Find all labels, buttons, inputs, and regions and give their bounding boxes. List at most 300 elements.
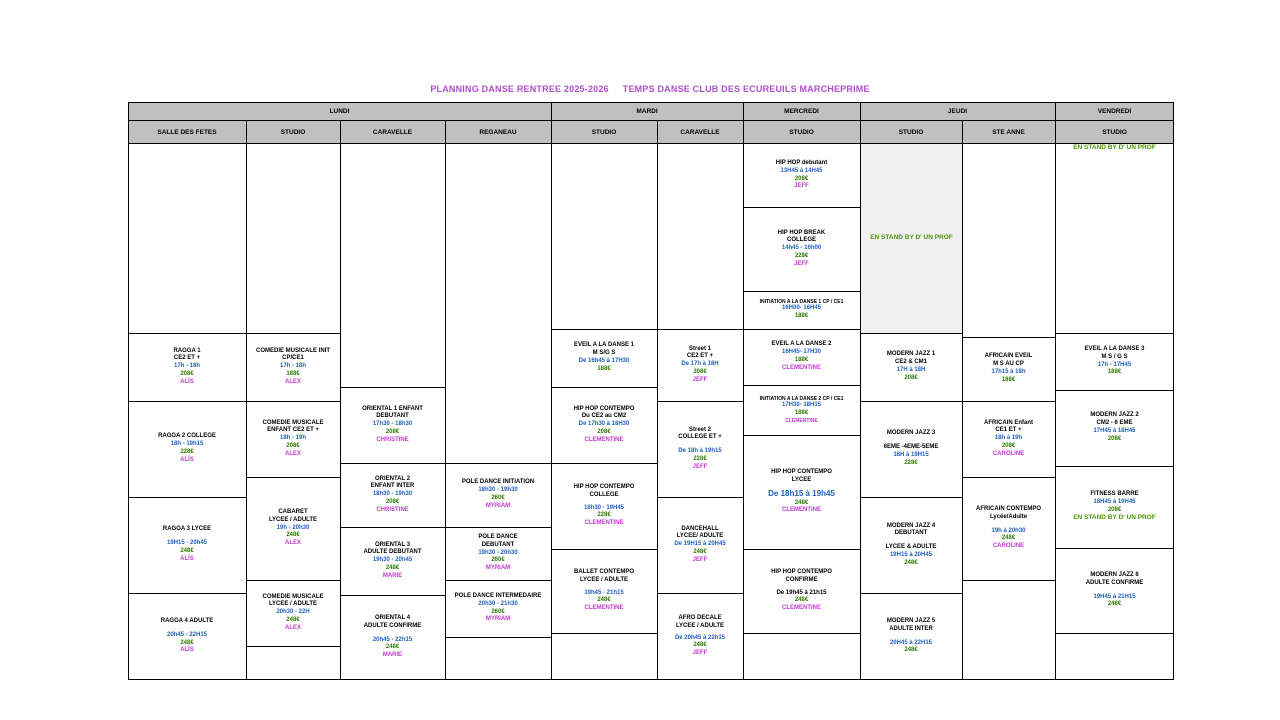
class-level: COLLEGE ET + bbox=[678, 434, 722, 441]
class-title: Street 2 bbox=[688, 426, 711, 433]
class-title: MODERN JAZZ 5 bbox=[886, 617, 936, 624]
class-level: LYCEE / ADULTE bbox=[268, 516, 318, 523]
class-price: 260€ bbox=[491, 608, 505, 615]
grid-line bbox=[551, 387, 657, 388]
class-teacher: ALEX bbox=[284, 450, 301, 457]
class-price: 208€ bbox=[385, 498, 400, 505]
class-price: 248€ bbox=[693, 548, 707, 555]
class-slot bbox=[1055, 466, 1174, 548]
class-level: LYCEE bbox=[791, 476, 812, 483]
class-slot bbox=[246, 401, 340, 477]
class-teacher: ALEX bbox=[284, 378, 301, 385]
class-time: 18h - 19h15 bbox=[170, 441, 204, 448]
class-level: CP/CE1 bbox=[282, 355, 304, 362]
day-header-lundi: LUNDI bbox=[128, 102, 551, 120]
grid-line bbox=[962, 401, 1055, 402]
class-teacher: JEFF bbox=[692, 376, 708, 383]
grid-line bbox=[1055, 466, 1174, 467]
grid-line bbox=[551, 102, 552, 680]
grid-line bbox=[860, 333, 962, 334]
class-slot bbox=[860, 401, 962, 497]
grid-line bbox=[743, 291, 860, 292]
room-header: STUDIO bbox=[246, 121, 340, 143]
class-price: 208€ bbox=[385, 428, 400, 435]
grid-line bbox=[246, 333, 340, 334]
class-title: MODERN JAZZ 2 bbox=[1090, 412, 1139, 419]
class-price: 188€ bbox=[794, 410, 809, 416]
class-slot bbox=[657, 497, 743, 593]
class-level: Lycée/Adulte bbox=[989, 513, 1028, 520]
class-price: 260€ bbox=[491, 557, 505, 564]
grid-line bbox=[1055, 390, 1174, 391]
class-level: ADULTE CONFIRME bbox=[363, 622, 422, 629]
grid-border bbox=[128, 679, 1174, 680]
class-time: 19H15 à 20H45 bbox=[889, 551, 933, 558]
class-time: 17h30 - 18h30 bbox=[372, 421, 413, 428]
class-title: ORIENTAL 1 ENFANT bbox=[362, 405, 423, 412]
class-level: DEBUTANT bbox=[376, 413, 409, 420]
class-level: ENFANT CE2 ET + bbox=[267, 427, 319, 434]
class-slot bbox=[962, 477, 1055, 580]
class-time: 18h30 - 19h30 bbox=[372, 491, 413, 498]
class-title: ORIENTAL 4 bbox=[374, 615, 411, 621]
class-time: 19h à 20h30 bbox=[991, 527, 1026, 534]
standby-note: EN STAND BY D' UN PROF bbox=[870, 234, 953, 242]
schedule-grid bbox=[128, 102, 1174, 680]
class-title: INITIATION A LA DANSE 1 CP / CE1 bbox=[759, 298, 844, 305]
class-price: 188€ bbox=[794, 313, 809, 320]
class-title: AFRICAIN CONTEMPO bbox=[976, 506, 1041, 512]
class-teacher: CLEMENTINE bbox=[584, 436, 624, 443]
grid-line bbox=[445, 580, 551, 581]
class-title: HIP HOP BREAK bbox=[777, 229, 826, 236]
class-price: 208€ bbox=[180, 370, 194, 377]
class-level: CM2 - 6 EME bbox=[1096, 420, 1133, 427]
class-price: 248€ bbox=[180, 639, 194, 646]
class-teacher: MARIE bbox=[382, 652, 403, 659]
class-title: POLE DANCE INTERMEDAIRE bbox=[454, 592, 542, 599]
grid-line bbox=[340, 527, 445, 528]
class-level: ADULTE INTER bbox=[889, 625, 933, 632]
class-level: DEBUTANT bbox=[894, 530, 928, 537]
class-title: AFRO DECALE bbox=[678, 615, 722, 621]
class-time: De 17h30 à 18H30 bbox=[578, 421, 630, 428]
grid-line bbox=[657, 329, 743, 330]
grid-line bbox=[128, 143, 1174, 144]
grid-border bbox=[128, 102, 1174, 103]
grid-line bbox=[551, 549, 657, 550]
grid-line bbox=[445, 463, 551, 464]
grid-line bbox=[551, 463, 657, 464]
class-price: 188€ bbox=[1107, 369, 1122, 376]
grid-line bbox=[445, 637, 551, 638]
class-time: 16H45- 17H30 bbox=[781, 349, 822, 356]
class-slot bbox=[551, 387, 657, 463]
class-time: 17h - 17H45 bbox=[1097, 361, 1132, 368]
class-level: CE1 ET + bbox=[995, 427, 1022, 434]
class-title: RAGGA 1 bbox=[173, 347, 201, 354]
class-title: RAGGA 4 ADULTE bbox=[160, 617, 214, 624]
class-price: 248€ bbox=[794, 499, 809, 506]
page-title bbox=[0, 84, 1280, 94]
class-title: POLE DANCE INITIATION bbox=[461, 479, 535, 486]
class-teacher: ALÏS bbox=[180, 647, 194, 654]
class-title: RAGGA 2 COLLEGE bbox=[158, 433, 216, 440]
class-title: COMEDIE MUSICALE INIT bbox=[255, 347, 330, 354]
grid-line bbox=[246, 477, 340, 478]
class-title: EVEIL A LA DANSE 1 bbox=[574, 342, 634, 349]
class-title: Street 1 bbox=[688, 345, 711, 352]
class-teacher: CLEMENTINE bbox=[782, 507, 821, 514]
class-level: COLLEGE bbox=[589, 491, 619, 498]
class-teacher: JEFF bbox=[794, 183, 809, 190]
class-time: 17h - 18h bbox=[279, 363, 306, 370]
class-slot bbox=[445, 580, 551, 637]
grid-line bbox=[860, 497, 962, 498]
class-level: M S AU CP bbox=[993, 361, 1024, 368]
room-header: STUDIO bbox=[551, 121, 657, 143]
class-time: De 19H15 à 20H45 bbox=[674, 541, 726, 548]
class-title: COMEDIE MUSICALE bbox=[262, 419, 324, 426]
class-level: ENFANT INTER bbox=[370, 483, 415, 490]
class-slot bbox=[743, 144, 860, 207]
class-teacher: CAROLINE bbox=[992, 543, 1025, 550]
grid-line bbox=[860, 401, 962, 402]
room-header: REGANEAU bbox=[445, 121, 551, 143]
grid-line bbox=[246, 580, 340, 581]
class-title: AFRICAIN EVEIL bbox=[984, 353, 1033, 360]
class-title: FITNESS BARRE bbox=[1090, 491, 1139, 498]
class-level: LYCEE / ADULTE bbox=[675, 622, 725, 629]
class-price: 188€ bbox=[597, 365, 611, 372]
grid-line bbox=[743, 329, 860, 330]
class-teacher: ALEX bbox=[284, 624, 301, 631]
class-time: De 17h à 18H bbox=[681, 361, 719, 368]
class-time: 18h30 - 19H45 bbox=[583, 504, 625, 511]
class-slot bbox=[128, 497, 246, 593]
grid-line bbox=[743, 435, 860, 436]
class-title: HIP HOP CONTEMPO bbox=[771, 569, 832, 575]
grid-line bbox=[340, 463, 445, 464]
class-title: CABARET bbox=[278, 509, 308, 515]
title-right: TEMPS DANSE CLUB DES ECUREUILS MARCHEPRIME bbox=[622, 84, 870, 94]
class-price: 248€ bbox=[385, 644, 400, 651]
day-header-vendredi: VENDREDI bbox=[1055, 102, 1174, 120]
class-price: 260€ bbox=[491, 495, 505, 501]
class-slot bbox=[340, 527, 445, 595]
class-price: 208€ bbox=[1107, 506, 1122, 513]
class-level: LYCEE / ADULTE bbox=[268, 601, 318, 608]
room-header: STE ANNE bbox=[962, 121, 1055, 143]
class-slot bbox=[743, 385, 860, 435]
class-time: 20H45 à 22H15 bbox=[889, 639, 933, 646]
class-slot bbox=[860, 333, 962, 401]
class-time: 18H à 19H15 bbox=[893, 452, 929, 458]
class-time: 18h - 19h bbox=[279, 435, 306, 442]
class-slot bbox=[551, 463, 657, 549]
class-time: 17H45 à 18H45 bbox=[1093, 428, 1136, 434]
class-slot bbox=[860, 497, 962, 593]
grid-line bbox=[1055, 333, 1174, 334]
class-price: 208€ bbox=[1001, 442, 1016, 449]
class-time: 17h - 18h bbox=[173, 363, 200, 370]
class-title: COMEDIE MUSICALE bbox=[262, 593, 324, 600]
class-price: 248€ bbox=[597, 597, 611, 604]
grid-line bbox=[128, 333, 246, 334]
class-slot bbox=[1055, 548, 1174, 633]
class-teacher: JEFF bbox=[692, 650, 708, 657]
grid-line bbox=[743, 549, 860, 550]
class-price: 208€ bbox=[1107, 435, 1122, 442]
day-header-mardi: MARDI bbox=[551, 102, 743, 120]
class-price: 248€ bbox=[286, 616, 300, 623]
grid-line bbox=[962, 337, 1055, 338]
class-title: MODERN JAZZ 4 bbox=[886, 522, 936, 529]
class-price: 208€ bbox=[794, 175, 809, 182]
class-title: DANCEHALL bbox=[681, 525, 719, 532]
class-price: 208€ bbox=[597, 428, 611, 435]
grid-line bbox=[657, 593, 743, 594]
day-header-mercredi: MERCREDI bbox=[743, 102, 860, 120]
class-teacher: CHRISTINE bbox=[376, 436, 409, 443]
class-time: 19H45 à 21H15 bbox=[1093, 593, 1136, 600]
class-slot bbox=[743, 435, 860, 549]
room-header: STUDIO bbox=[1055, 121, 1174, 143]
class-teacher: CLEMENTINE bbox=[584, 605, 624, 612]
class-level: COLLEGE bbox=[786, 237, 816, 244]
class-time: 17h15 à 18h bbox=[991, 369, 1026, 375]
class-price: 208€ bbox=[286, 442, 300, 449]
class-price: 208€ bbox=[693, 368, 707, 375]
class-slot bbox=[551, 329, 657, 387]
class-slot bbox=[743, 291, 860, 329]
grid-line bbox=[340, 595, 445, 596]
class-time: 13H45 à 14H45 bbox=[780, 167, 823, 174]
class-time: 18H45 à 19H45 bbox=[1093, 498, 1136, 505]
class-teacher: MARIE bbox=[382, 572, 403, 579]
class-price: 188€ bbox=[1001, 376, 1016, 383]
class-teacher: CLEMENTINE bbox=[782, 364, 821, 371]
class-time: 14h45 - 16h00 bbox=[781, 245, 822, 252]
class-time: 19h - 20h30 bbox=[276, 524, 310, 531]
class-teacher: CHRISTINE bbox=[376, 506, 409, 513]
class-title: HIP HOP CONTEMPO bbox=[573, 484, 635, 490]
class-teacher: CLEMENTINE bbox=[785, 417, 818, 424]
class-level: LYCEE & ADULTE bbox=[885, 544, 937, 551]
class-slot bbox=[128, 593, 246, 680]
class-teacher: MYRIAM bbox=[485, 502, 511, 509]
class-teacher: MYRIAM bbox=[485, 616, 511, 623]
class-slot bbox=[246, 477, 340, 580]
class-teacher: CAROLINE bbox=[992, 450, 1025, 457]
grid-line bbox=[128, 497, 246, 498]
grid-line bbox=[657, 401, 743, 402]
class-price: 188€ bbox=[794, 357, 809, 363]
class-level: CE2 ET + bbox=[173, 355, 201, 362]
class-price: 228€ bbox=[693, 455, 707, 462]
grid-line bbox=[743, 207, 860, 208]
class-time: De 18h15 à 19h45 bbox=[768, 489, 835, 499]
class-price: 248€ bbox=[693, 642, 707, 649]
grid-line bbox=[340, 387, 445, 388]
class-teacher: ALÏS bbox=[180, 456, 194, 463]
standby-note: EN STAND BY D' UN PROF bbox=[1073, 143, 1156, 151]
class-level: M S/G S bbox=[592, 350, 616, 357]
grid-line bbox=[1055, 633, 1174, 634]
class-slot bbox=[246, 333, 340, 401]
grid-line bbox=[128, 120, 1174, 121]
class-time: 19h30 - 20h30 bbox=[478, 549, 518, 556]
class-teacher: JEFF bbox=[692, 463, 708, 470]
class-teacher: ALÏS bbox=[180, 555, 194, 562]
class-slot bbox=[657, 329, 743, 401]
class-teacher: CLEMENTINE bbox=[584, 520, 624, 527]
class-level: 6EME -4EME-5EME bbox=[883, 444, 939, 451]
day-header-jeudi: JEUDI bbox=[860, 102, 1055, 120]
class-level: DEBUTANT bbox=[481, 541, 515, 548]
class-slot bbox=[1055, 390, 1174, 466]
grid-line bbox=[743, 633, 860, 634]
grid-line bbox=[445, 527, 551, 528]
class-teacher: JEFF bbox=[794, 260, 809, 267]
grid-line bbox=[246, 401, 340, 402]
class-time: 16H00- 16H45 bbox=[781, 305, 822, 312]
grid-line bbox=[445, 121, 446, 680]
grid-line bbox=[551, 633, 657, 634]
class-time: 19h45 - 21h15 bbox=[584, 589, 624, 596]
class-time: 19h30 - 20h45 bbox=[372, 557, 413, 564]
class-price: 248€ bbox=[904, 559, 918, 566]
class-slot bbox=[657, 593, 743, 680]
class-price: 228€ bbox=[904, 459, 918, 466]
grid-line bbox=[962, 477, 1055, 478]
class-title: ORIENTAL 2 bbox=[374, 475, 411, 482]
class-slot bbox=[962, 337, 1055, 401]
grid-line bbox=[551, 329, 657, 330]
class-slot bbox=[246, 580, 340, 646]
class-slot bbox=[340, 463, 445, 527]
class-title: POLE DANCE bbox=[478, 534, 518, 540]
class-price: 248€ bbox=[1107, 601, 1122, 608]
class-price: 228€ bbox=[180, 449, 194, 455]
class-time: 19H15 - 20h45 bbox=[166, 540, 208, 547]
class-teacher: CLEMENTINE bbox=[782, 605, 821, 612]
class-title: HIP HOP CONTEMPO bbox=[771, 468, 832, 475]
class-level: ADULTE CONFIRME bbox=[1085, 579, 1144, 586]
grid-line bbox=[962, 580, 1055, 581]
class-time: 20h30 - 21h30 bbox=[478, 600, 518, 607]
class-price: 228€ bbox=[597, 512, 611, 519]
class-teacher: ALEX bbox=[284, 540, 301, 547]
class-level: CONFIRME bbox=[785, 576, 818, 583]
class-time: 20h30 - 22H bbox=[276, 609, 310, 616]
class-slot bbox=[128, 401, 246, 497]
class-teacher: JEFF bbox=[692, 556, 708, 563]
grid-line bbox=[246, 646, 340, 647]
class-price: 248€ bbox=[286, 532, 300, 539]
room-header: CARAVELLE bbox=[340, 121, 445, 143]
grid-line bbox=[657, 497, 743, 498]
class-time: 20h45 - 22h15 bbox=[372, 636, 413, 643]
class-time: 17H30- 18H15 bbox=[781, 402, 822, 409]
grid-line bbox=[1055, 102, 1056, 680]
class-slot bbox=[962, 401, 1055, 477]
class-title: EVEIL A LA DANSE 3 bbox=[1084, 345, 1145, 352]
class-title: AFRICAIN Enfant bbox=[984, 419, 1033, 426]
class-time: 18h à 19h bbox=[994, 435, 1023, 442]
class-price: 248€ bbox=[794, 597, 809, 604]
class-slot bbox=[551, 549, 657, 633]
class-title: HIP HOP CONTEMPO bbox=[573, 405, 635, 412]
class-title: MODERN JAZZ 3 bbox=[886, 430, 936, 437]
class-slot bbox=[743, 329, 860, 385]
grid-line bbox=[128, 593, 246, 594]
class-slot bbox=[445, 527, 551, 580]
class-slot-standby bbox=[861, 144, 962, 333]
class-slot bbox=[340, 387, 445, 463]
grid-line bbox=[860, 593, 962, 594]
class-title: ORIENTAL 3 bbox=[374, 541, 411, 548]
class-level: ADULTE DEBUTANT bbox=[363, 549, 422, 556]
class-slot bbox=[860, 593, 962, 680]
class-level: CE2 ET + bbox=[686, 353, 714, 360]
class-time: De 19h45 à 21h15 bbox=[776, 589, 827, 596]
class-time: De 18h à 19h15 bbox=[678, 448, 722, 455]
class-price: 248€ bbox=[180, 548, 194, 554]
room-header: SALLE DES FETES bbox=[128, 121, 246, 143]
class-price: 188€ bbox=[286, 370, 300, 377]
class-slot bbox=[128, 333, 246, 401]
class-slot bbox=[340, 595, 445, 680]
class-price: 248€ bbox=[904, 647, 918, 654]
class-title: HIP HOP debutant bbox=[775, 159, 828, 166]
class-title: RAGGA 3 LYCEE bbox=[162, 526, 212, 533]
class-slot bbox=[657, 401, 743, 497]
room-header: STUDIO bbox=[860, 121, 962, 143]
class-teacher: MYRIAM bbox=[485, 565, 511, 572]
room-header: STUDIO bbox=[743, 121, 860, 143]
grid-line bbox=[340, 121, 341, 680]
grid-line bbox=[1055, 548, 1174, 549]
class-level: LYCEE/ ADULTE bbox=[676, 533, 724, 540]
grid-border bbox=[1173, 102, 1174, 680]
class-time: 20h45 - 22H15 bbox=[166, 631, 208, 638]
class-slot bbox=[445, 463, 551, 527]
class-price: 248€ bbox=[1001, 535, 1016, 542]
class-time: 18h30 - 19h30 bbox=[478, 487, 518, 494]
class-level: LYCEE / ADULTE bbox=[579, 576, 629, 583]
class-time: 17H à 18H bbox=[896, 367, 926, 373]
class-level: M S / G S bbox=[1101, 353, 1128, 360]
class-teacher: ALÏS bbox=[180, 378, 194, 385]
class-title: MODERN JAZZ 1 bbox=[886, 351, 936, 358]
class-price: 208€ bbox=[904, 374, 918, 381]
standby-note: EN STAND BY D' UN PROF bbox=[1073, 514, 1156, 522]
class-title: MODERN JAZZ 6 bbox=[1090, 571, 1139, 578]
class-slot bbox=[743, 549, 860, 633]
grid-line bbox=[743, 385, 860, 386]
class-price: 228€ bbox=[794, 252, 809, 259]
class-title: EVEIL A LA DANSE 2 bbox=[771, 341, 832, 348]
class-title: BALLET CONTEMPO bbox=[574, 569, 634, 575]
class-level: CE2 & CM1 bbox=[894, 359, 927, 366]
class-slot bbox=[743, 207, 860, 291]
class-time: De 16h45 à 17H30 bbox=[578, 358, 630, 364]
grid-line bbox=[128, 401, 246, 402]
title-left: PLANNING DANSE RENTREE 2025-2026 bbox=[430, 84, 609, 94]
class-level: Du CE2 au CM2 bbox=[581, 413, 627, 420]
class-price: 248€ bbox=[385, 564, 400, 571]
